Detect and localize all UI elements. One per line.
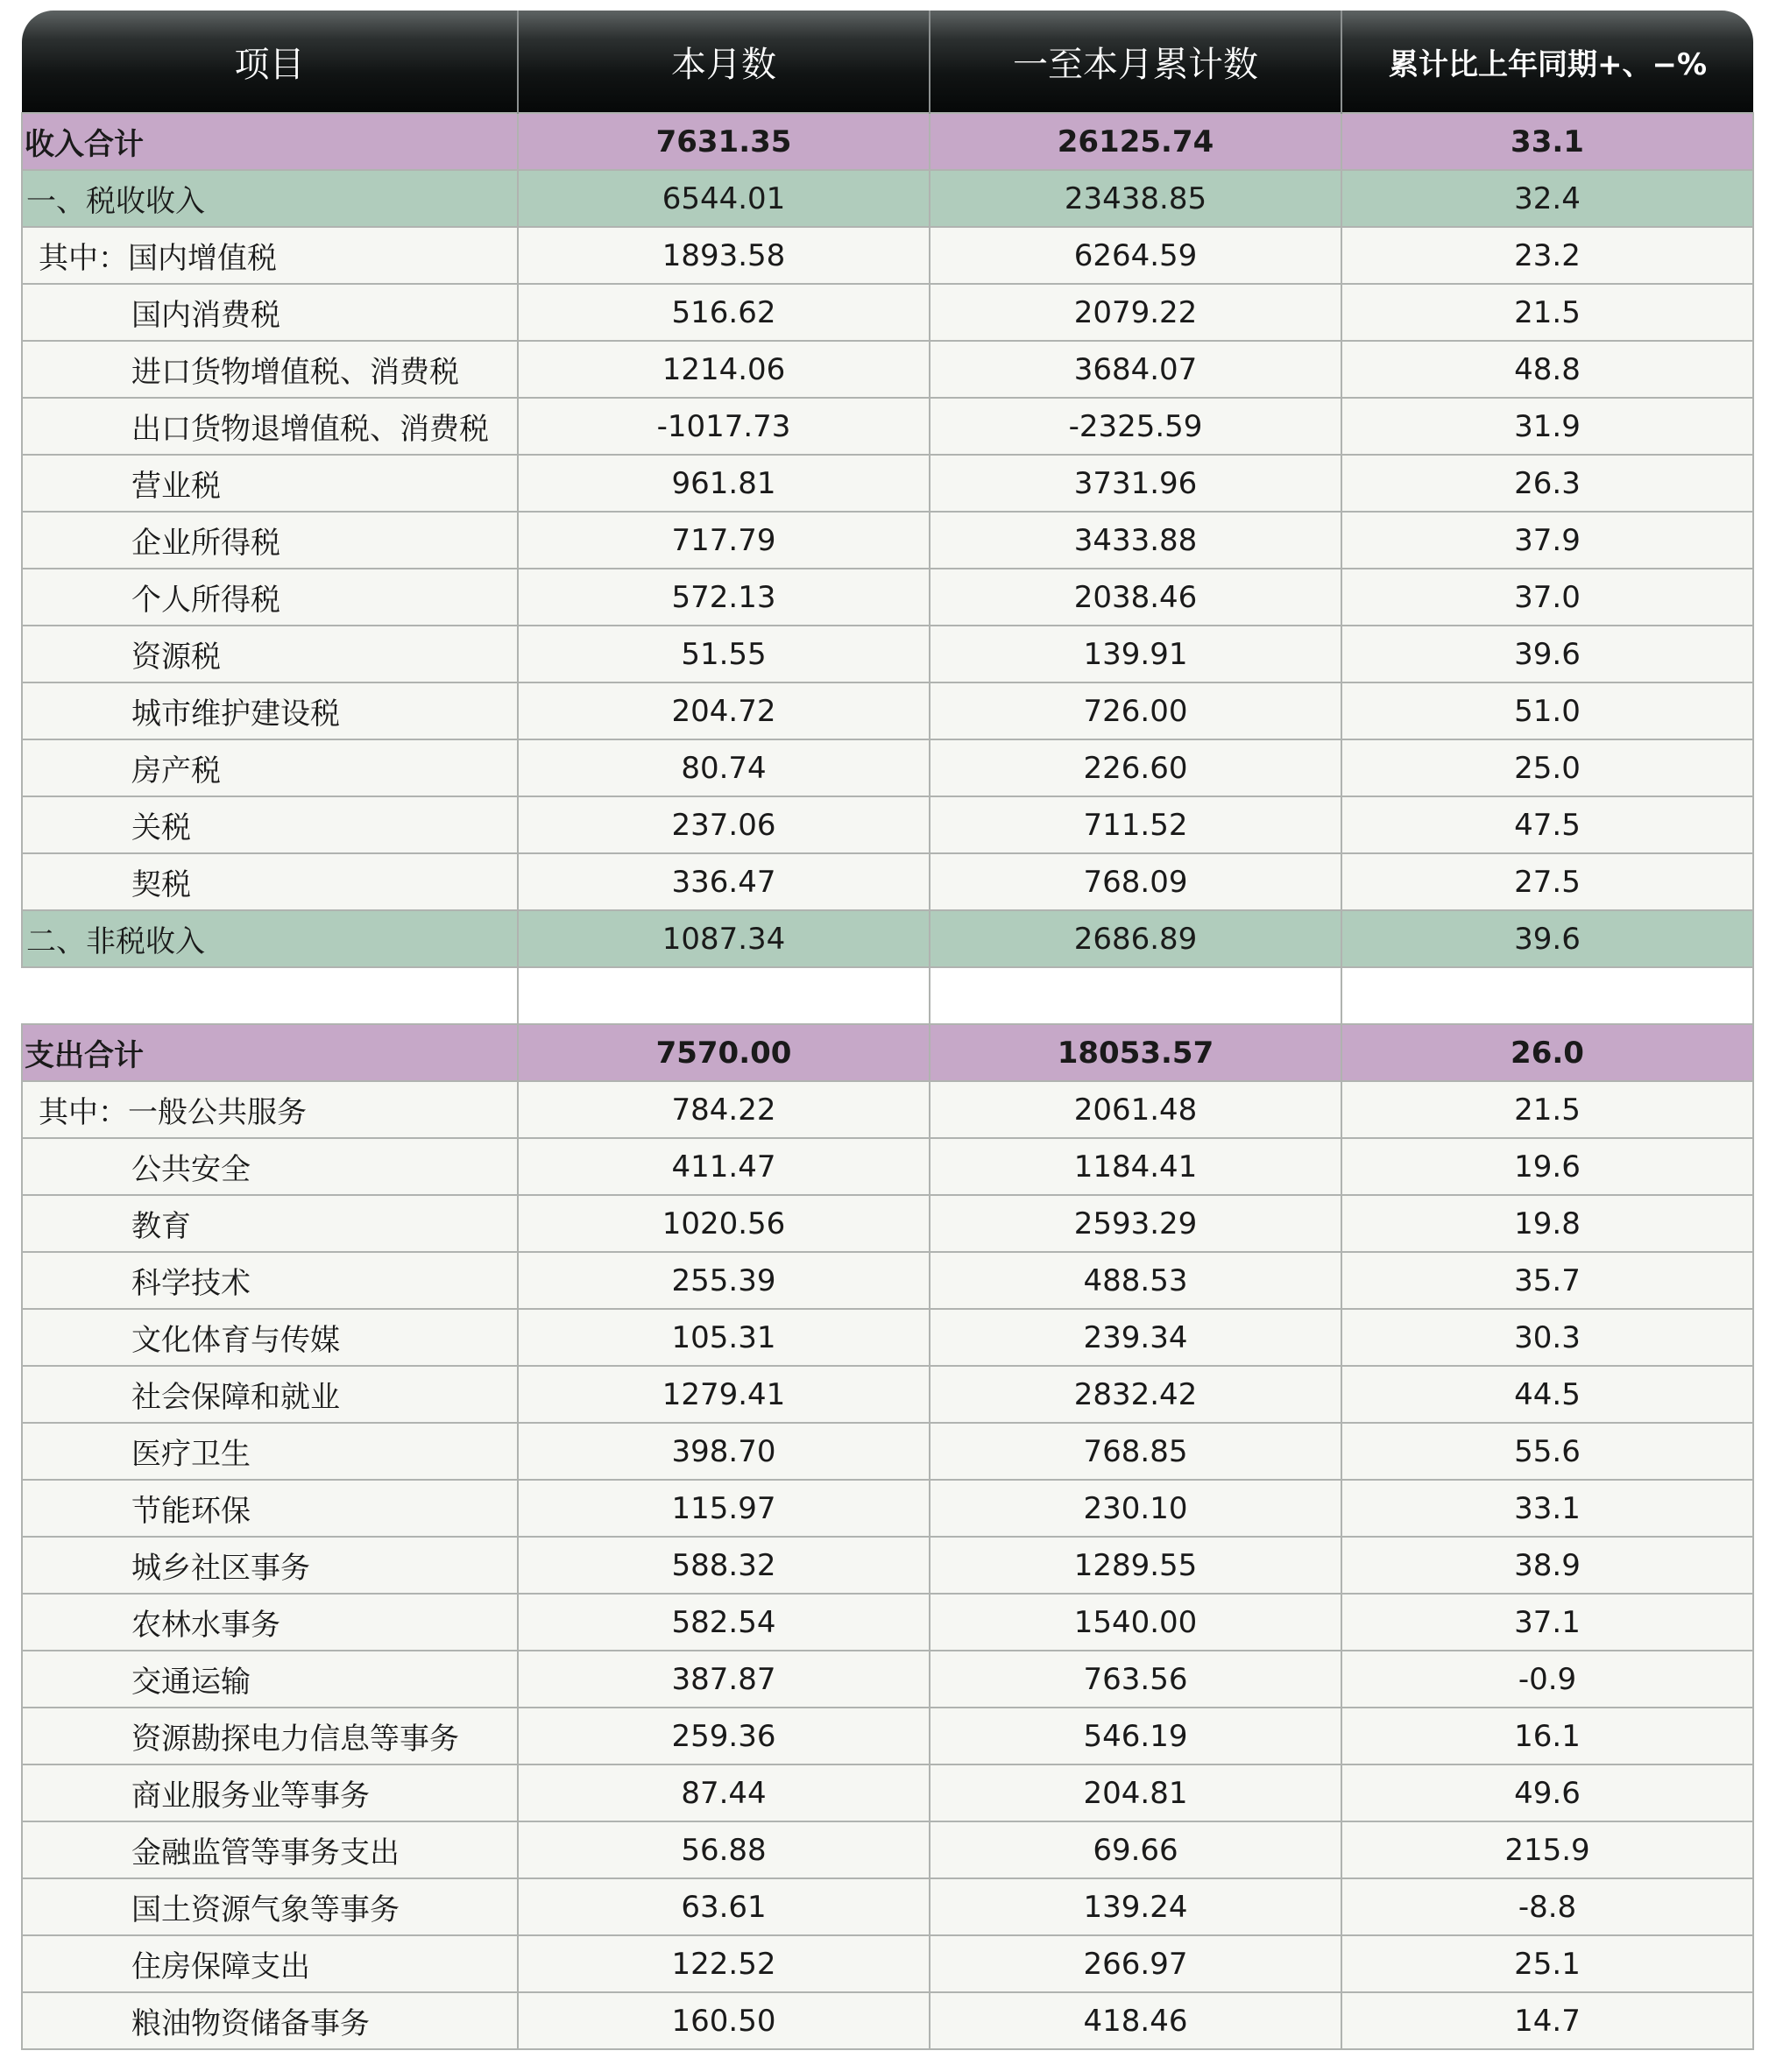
row-label: 节能环保: [22, 1480, 518, 1537]
cumulative-value: 3731.96: [930, 455, 1341, 512]
change-percent-value: 26.3: [1341, 455, 1753, 512]
table-row: [22, 1764, 1753, 1821]
cumulative-value: 3684.07: [930, 341, 1341, 398]
month-value: 387.87: [518, 1651, 930, 1708]
month-value: 1087.34: [518, 910, 930, 967]
table-row: [22, 1138, 1753, 1195]
month-value: 115.97: [518, 1480, 930, 1537]
change-percent-value: 23.2: [1341, 227, 1753, 284]
row-label: 教育: [22, 1195, 518, 1252]
month-value: 7631.35: [518, 113, 930, 170]
month-value: 1893.58: [518, 227, 930, 284]
cumulative-value: 546.19: [930, 1708, 1341, 1764]
cumulative-value: -2325.59: [930, 398, 1341, 455]
row-label: 资源勘探电力信息等事务: [22, 1708, 518, 1764]
header-item: 项目: [22, 11, 518, 113]
cumulative-value: 2079.22: [930, 284, 1341, 341]
change-percent-value: 38.9: [1341, 1537, 1753, 1594]
cumulative-value: 26125.74: [930, 113, 1341, 170]
row-label: 医疗卫生: [22, 1423, 518, 1480]
month-value: 56.88: [518, 1821, 930, 1878]
row-label: 契税: [22, 853, 518, 910]
row-label: 城市维护建设税: [22, 682, 518, 739]
month-value: 588.32: [518, 1537, 930, 1594]
row-label: 粮油物资储备事务: [22, 1992, 518, 2049]
header-month: 本月数: [518, 11, 930, 113]
cumulative-value: 768.85: [930, 1423, 1341, 1480]
cumulative-value: 726.00: [930, 682, 1341, 739]
month-value: 398.70: [518, 1423, 930, 1480]
row-label: 进口货物增值税、消费税: [22, 341, 518, 398]
cumulative-value: 3433.88: [930, 512, 1341, 569]
row-label: 交通运输: [22, 1651, 518, 1708]
month-value: 105.31: [518, 1309, 930, 1366]
change-percent-value: 25.0: [1341, 739, 1753, 796]
cumulative-value: 139.91: [930, 626, 1341, 682]
table-row: [22, 569, 1753, 626]
change-percent-value: 215.9: [1341, 1821, 1753, 1878]
month-value: 160.50: [518, 1992, 930, 2049]
section-row: [22, 170, 1753, 227]
row-label: 资源税: [22, 626, 518, 682]
month-value: 122.52: [518, 1935, 930, 1992]
cumulative-value: 1540.00: [930, 1594, 1341, 1651]
month-value: 7570.00: [518, 1024, 930, 1081]
row-label: 文化体育与传媒: [22, 1309, 518, 1366]
month-value: 411.47: [518, 1138, 930, 1195]
row-label: 出口货物退增值税、消费税: [22, 398, 518, 455]
cumulative-value: 18053.57: [930, 1024, 1341, 1081]
total-row: [22, 1024, 1753, 1081]
total-row: [22, 113, 1753, 170]
month-value: 582.54: [518, 1594, 930, 1651]
row-label: 收入合计: [22, 113, 518, 170]
table-row: [22, 1935, 1753, 1992]
cumulative-value: 488.53: [930, 1252, 1341, 1309]
table-row: [22, 284, 1753, 341]
month-value: 572.13: [518, 569, 930, 626]
change-percent-value: 27.5: [1341, 853, 1753, 910]
month-value: 6544.01: [518, 170, 930, 227]
month-value: 259.36: [518, 1708, 930, 1764]
change-percent-value: 55.6: [1341, 1423, 1753, 1480]
change-percent-value: [1341, 967, 1753, 1024]
row-label: 城乡社区事务: [22, 1537, 518, 1594]
change-percent-value: 39.6: [1341, 910, 1753, 967]
table-row: [22, 1537, 1753, 1594]
section-row: [22, 910, 1753, 967]
month-value: 1020.56: [518, 1195, 930, 1252]
row-label: 社会保障和就业: [22, 1366, 518, 1423]
cumulative-value: 230.10: [930, 1480, 1341, 1537]
row-label: 住房保障支出: [22, 1935, 518, 1992]
table-row: [22, 1878, 1753, 1935]
cumulative-value: 2686.89: [930, 910, 1341, 967]
table-row: [22, 1195, 1753, 1252]
table-row: [22, 739, 1753, 796]
row-label: 企业所得税: [22, 512, 518, 569]
table-row: [22, 626, 1753, 682]
cumulative-value: 2061.48: [930, 1081, 1341, 1138]
row-label: 国土资源气象等事务: [22, 1878, 518, 1935]
month-value: 255.39: [518, 1252, 930, 1309]
change-percent-value: 44.5: [1341, 1366, 1753, 1423]
cumulative-value: [930, 967, 1341, 1024]
change-percent-value: 21.5: [1341, 284, 1753, 341]
change-percent-value: 32.4: [1341, 170, 1753, 227]
table-row: [22, 682, 1753, 739]
month-value: 80.74: [518, 739, 930, 796]
table-header: [22, 11, 1753, 113]
change-percent-value: 21.5: [1341, 1081, 1753, 1138]
cumulative-value: 239.34: [930, 1309, 1341, 1366]
table-row: [22, 1252, 1753, 1309]
month-value: 237.06: [518, 796, 930, 853]
table-row: [22, 1594, 1753, 1651]
month-value: 784.22: [518, 1081, 930, 1138]
change-percent-value: 49.6: [1341, 1764, 1753, 1821]
month-value: 717.79: [518, 512, 930, 569]
cumulative-value: 2593.29: [930, 1195, 1341, 1252]
change-percent-value: 33.1: [1341, 113, 1753, 170]
change-percent-value: 51.0: [1341, 682, 1753, 739]
table-body: [22, 113, 1753, 2049]
table-row: [22, 1309, 1753, 1366]
month-value: 961.81: [518, 455, 930, 512]
table-row: [22, 853, 1753, 910]
row-label: 房产税: [22, 739, 518, 796]
cumulative-value: 69.66: [930, 1821, 1341, 1878]
month-value: 87.44: [518, 1764, 930, 1821]
cumulative-value: 2832.42: [930, 1366, 1341, 1423]
cumulative-value: 266.97: [930, 1935, 1341, 1992]
table-row: [22, 1423, 1753, 1480]
row-label: 一、税收收入: [22, 170, 518, 227]
row-label: 金融监管等事务支出: [22, 1821, 518, 1878]
change-percent-value: 47.5: [1341, 796, 1753, 853]
change-percent-value: 33.1: [1341, 1480, 1753, 1537]
cumulative-value: 711.52: [930, 796, 1341, 853]
change-percent-value: 35.7: [1341, 1252, 1753, 1309]
row-label: 支出合计: [22, 1024, 518, 1081]
change-percent-value: 37.1: [1341, 1594, 1753, 1651]
table-row: [22, 1992, 1753, 2049]
table-row: [22, 796, 1753, 853]
cumulative-value: 768.09: [930, 853, 1341, 910]
header-cumulative: 一至本月累计数: [930, 11, 1341, 113]
month-value: 204.72: [518, 682, 930, 739]
row-label: 农林水事务: [22, 1594, 518, 1651]
table-row: [22, 398, 1753, 455]
table-row: [22, 1366, 1753, 1423]
change-percent-value: 37.9: [1341, 512, 1753, 569]
table-row: [22, 1708, 1753, 1764]
change-percent-value: -8.8: [1341, 1878, 1753, 1935]
change-percent-value: 39.6: [1341, 626, 1753, 682]
row-label: 营业税: [22, 455, 518, 512]
table-row: [22, 1821, 1753, 1878]
month-value: -1017.73: [518, 398, 930, 455]
month-value: 1214.06: [518, 341, 930, 398]
cumulative-value: 418.46: [930, 1992, 1341, 2049]
row-label: [22, 967, 518, 1024]
table-row: [22, 455, 1753, 512]
cumulative-value: 204.81: [930, 1764, 1341, 1821]
row-label: 其中：一般公共服务: [22, 1081, 518, 1138]
cumulative-value: 763.56: [930, 1651, 1341, 1708]
cumulative-value: 1289.55: [930, 1537, 1341, 1594]
change-percent-value: 14.7: [1341, 1992, 1753, 2049]
cumulative-value: 6264.59: [930, 227, 1341, 284]
spacer-row: [22, 967, 1753, 1024]
month-value: 516.62: [518, 284, 930, 341]
header-change-percent: 累计比上年同期+、−%: [1341, 11, 1753, 113]
change-percent-value: 19.6: [1341, 1138, 1753, 1195]
change-percent-value: 26.0: [1341, 1024, 1753, 1081]
table-row: [22, 1081, 1753, 1138]
change-percent-value: 48.8: [1341, 341, 1753, 398]
row-label: 国内消费税: [22, 284, 518, 341]
month-value: 336.47: [518, 853, 930, 910]
cumulative-value: 139.24: [930, 1878, 1341, 1935]
row-label: 科学技术: [22, 1252, 518, 1309]
header-row: [22, 11, 1753, 113]
row-label: 个人所得税: [22, 569, 518, 626]
row-label: 商业服务业等事务: [22, 1764, 518, 1821]
month-value: 51.55: [518, 626, 930, 682]
table-row: [22, 227, 1753, 284]
row-label: 其中：国内增值税: [22, 227, 518, 284]
table-row: [22, 512, 1753, 569]
change-percent-value: 31.9: [1341, 398, 1753, 455]
row-label: 二、非税收入: [22, 910, 518, 967]
change-percent-value: 19.8: [1341, 1195, 1753, 1252]
month-value: [518, 967, 930, 1024]
cumulative-value: 2038.46: [930, 569, 1341, 626]
change-percent-value: 16.1: [1341, 1708, 1753, 1764]
month-value: 63.61: [518, 1878, 930, 1935]
month-value: 1279.41: [518, 1366, 930, 1423]
fiscal-table: [21, 11, 1754, 2050]
table-row: [22, 1480, 1753, 1537]
cumulative-value: 226.60: [930, 739, 1341, 796]
change-percent-value: 25.1: [1341, 1935, 1753, 1992]
change-percent-value: -0.9: [1341, 1651, 1753, 1708]
cumulative-value: 1184.41: [930, 1138, 1341, 1195]
cumulative-value: 23438.85: [930, 170, 1341, 227]
table-row: [22, 341, 1753, 398]
change-percent-value: 37.0: [1341, 569, 1753, 626]
row-label: 公共安全: [22, 1138, 518, 1195]
row-label: 关税: [22, 796, 518, 853]
change-percent-value: 30.3: [1341, 1309, 1753, 1366]
table-row: [22, 1651, 1753, 1708]
